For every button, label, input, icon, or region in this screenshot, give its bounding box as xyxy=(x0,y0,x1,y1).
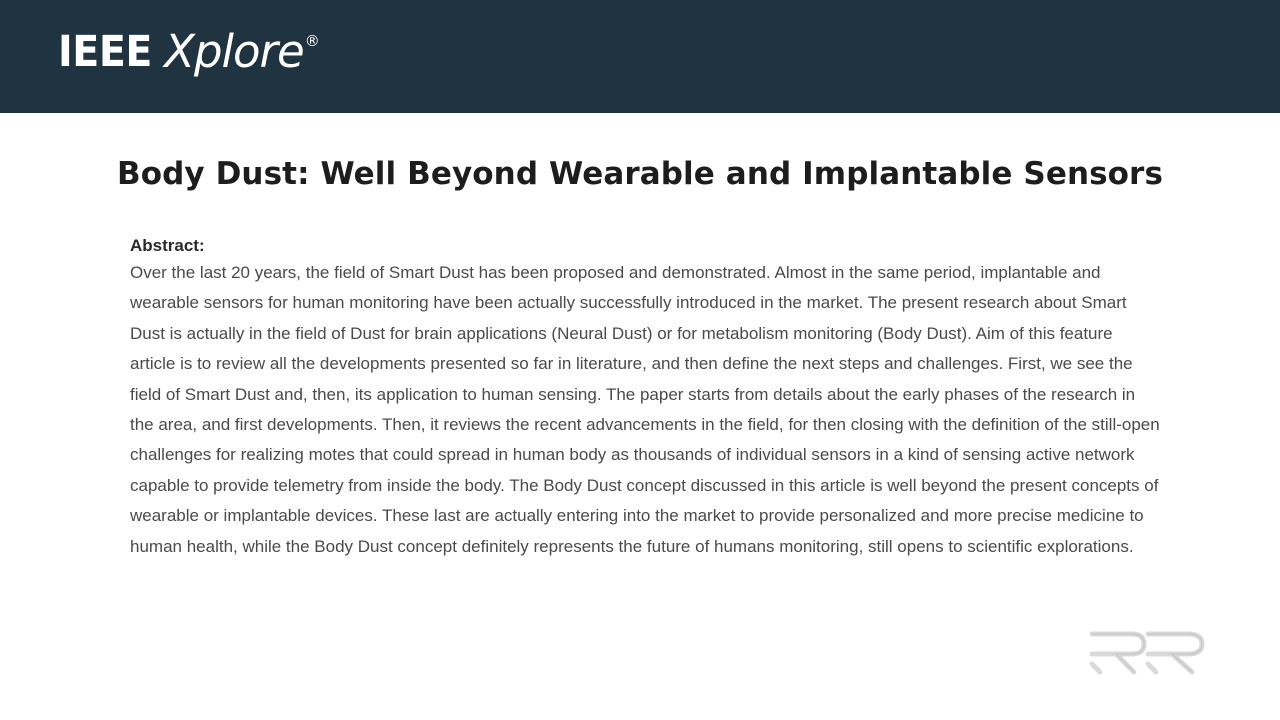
logo-ieee-text: IEEE xyxy=(58,27,152,77)
ieee-xplore-logo[interactable] xyxy=(58,24,320,84)
abstract-section xyxy=(130,234,1160,562)
abstract-heading: Abstract: xyxy=(130,236,205,255)
registered-mark: ® xyxy=(304,32,320,50)
logo-xplore-text: Xplore xyxy=(164,25,304,78)
article-title: Body Dust: Well Beyond Wearable and Implantable Sensors xyxy=(116,156,1163,192)
abstract-text: Over the last 20 years, the field of Smart Dust has been proposed and demonstrated. Almost in the same period, implantable and wearable sensors for human monitoring have been actually successfully introduced in the market. The present research about Smart Dust is actually in the field of Dust for brain applications (Neural Dust) or for metabolism monitoring (Body Dust). Aim of this feature article is to review all the developments presented so far in literature, and then define the next steps and challenges. First, we see the field of Smart Dust and, then, its application to human sensing. The paper starts from details about the early phases of the research in the area, and first developments. Then, it reviews the recent advancements in the field, for then closing with the definition of the still-open challenges for realizing motes that could spread in human body as thousands of individual sensors in a kind of sensing active network capable to provide telemetry from inside the body. The Body Dust concept discussed in this article is well beyond the present concepts of wearable or implantable devices. These last are actually entering into the market to provide personalized and more precise medicine to human health, while the Body Dust concept definitely represents the future of humans monitoring, still opens to scientific explorations. xyxy=(130,263,1160,556)
top-header-bar xyxy=(0,0,1280,113)
rr-logo-icon xyxy=(1086,628,1210,678)
